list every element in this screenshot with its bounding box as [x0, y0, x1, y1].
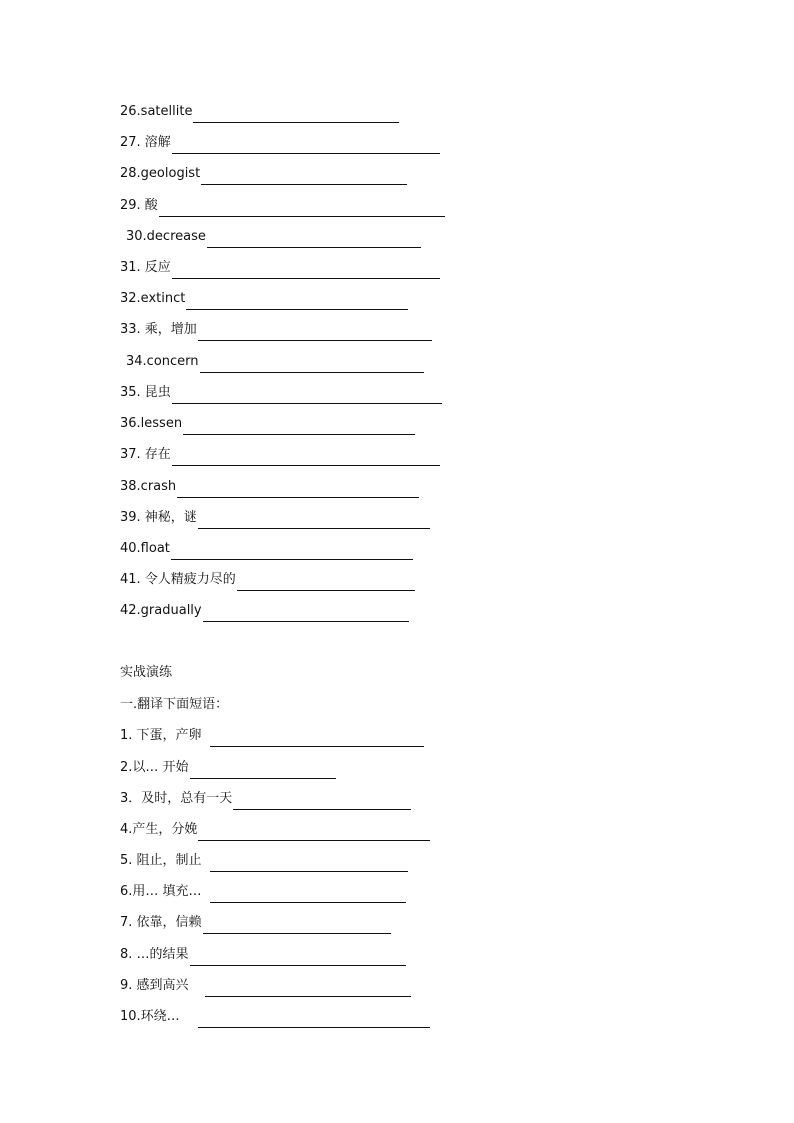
- practice-item-8: [120, 944, 406, 966]
- answer-blank: [210, 731, 424, 747]
- vocab-label: 32.extinct: [120, 291, 186, 306]
- answer-blank: [210, 856, 408, 872]
- vocab-item-42: [120, 600, 409, 622]
- vocab-label: 35. 昆虫: [120, 385, 171, 400]
- vocab-item-29: [120, 195, 445, 217]
- vocab-item-39: [120, 507, 430, 529]
- practice-label: 8. …的结果: [120, 947, 189, 962]
- answer-blank: [210, 887, 406, 903]
- vocab-label: 36.lessen: [120, 416, 183, 431]
- vocab-label: 29. 酸: [120, 198, 158, 213]
- vocab-item-41: [120, 569, 415, 591]
- vocab-item-31: [120, 257, 440, 279]
- section-title: 实战演练: [120, 665, 173, 680]
- vocab-item-30: [126, 226, 421, 248]
- practice-item-10: [120, 1006, 430, 1028]
- vocab-item-37: [120, 444, 440, 466]
- vocab-item-32: [120, 288, 408, 310]
- vocab-item-35: [120, 382, 442, 404]
- answer-blank: [193, 107, 399, 123]
- vocab-label: 39. 神秘，谜: [120, 510, 197, 525]
- practice-label: 9. 感到高兴: [120, 978, 189, 993]
- vocab-item-34: [126, 351, 424, 373]
- answer-blank: [159, 201, 445, 217]
- answer-blank: [186, 294, 408, 310]
- answer-blank: [171, 544, 413, 560]
- practice-item-1: [120, 725, 424, 747]
- answer-blank: [233, 794, 411, 810]
- vocab-label: 42.gradually: [120, 603, 202, 618]
- vocab-label: 33. 乘，增加: [120, 322, 197, 337]
- vocab-item-38: [120, 476, 419, 498]
- answer-blank: [203, 918, 391, 934]
- answer-blank: [237, 575, 415, 591]
- practice-label: 4.产生，分娩: [120, 822, 198, 837]
- answer-blank: [172, 138, 440, 154]
- practice-item-9: [120, 975, 411, 997]
- answer-blank: [207, 232, 421, 248]
- answer-blank: [172, 263, 440, 279]
- vocab-label: 37. 存在: [120, 447, 171, 462]
- section-subtitle: 一.翻译下面短语：: [120, 697, 229, 712]
- answer-blank: [190, 763, 336, 779]
- answer-blank: [198, 325, 432, 341]
- practice-label: 2.以… 开始: [120, 760, 189, 775]
- answer-blank: [201, 169, 407, 185]
- vocab-label: 34.concern: [126, 354, 199, 369]
- practice-item-6: [120, 881, 406, 903]
- practice-label: 5. 阻止，制止: [120, 853, 202, 868]
- practice-item-7: [120, 912, 391, 934]
- answer-blank: [198, 513, 430, 529]
- answer-blank: [198, 825, 430, 841]
- vocab-label: 27. 溶解: [120, 135, 171, 150]
- answer-blank: [172, 388, 442, 404]
- vocab-label: 40.float: [120, 541, 170, 556]
- vocab-label: 41. 令人精疲力尽的: [120, 572, 236, 587]
- answer-blank: [190, 950, 406, 966]
- answer-blank: [198, 1012, 430, 1028]
- practice-item-2: [120, 757, 336, 779]
- answer-blank: [205, 981, 411, 997]
- vocab-item-28: [120, 163, 407, 185]
- answer-blank: [200, 357, 424, 373]
- vocab-label: 38.crash: [120, 479, 177, 494]
- practice-label: 7. 依靠，信赖: [120, 915, 202, 930]
- practice-item-5: [120, 850, 408, 872]
- vocab-item-40: [120, 538, 413, 560]
- practice-label: 10.环绕…: [120, 1009, 180, 1024]
- answer-blank: [183, 419, 415, 435]
- vocab-item-36: [120, 413, 415, 435]
- practice-label: 3．及时，总有一天: [120, 791, 233, 806]
- answer-blank: [177, 482, 419, 498]
- practice-label: 6.用… 填充…: [120, 884, 202, 899]
- practice-label: 1. 下蛋，产卵: [120, 728, 202, 743]
- practice-item-4: [120, 819, 430, 841]
- vocab-item-26: [120, 101, 399, 123]
- vocab-label: 26.satellite: [120, 104, 193, 119]
- answer-blank: [203, 606, 409, 622]
- vocab-label: 28.geologist: [120, 166, 201, 181]
- vocab-label: 30.decrease: [126, 229, 206, 244]
- vocab-item-27: [120, 132, 440, 154]
- answer-blank: [172, 450, 440, 466]
- practice-item-3: [120, 788, 411, 810]
- vocab-item-33: [120, 319, 432, 341]
- vocab-label: 31. 反应: [120, 260, 171, 275]
